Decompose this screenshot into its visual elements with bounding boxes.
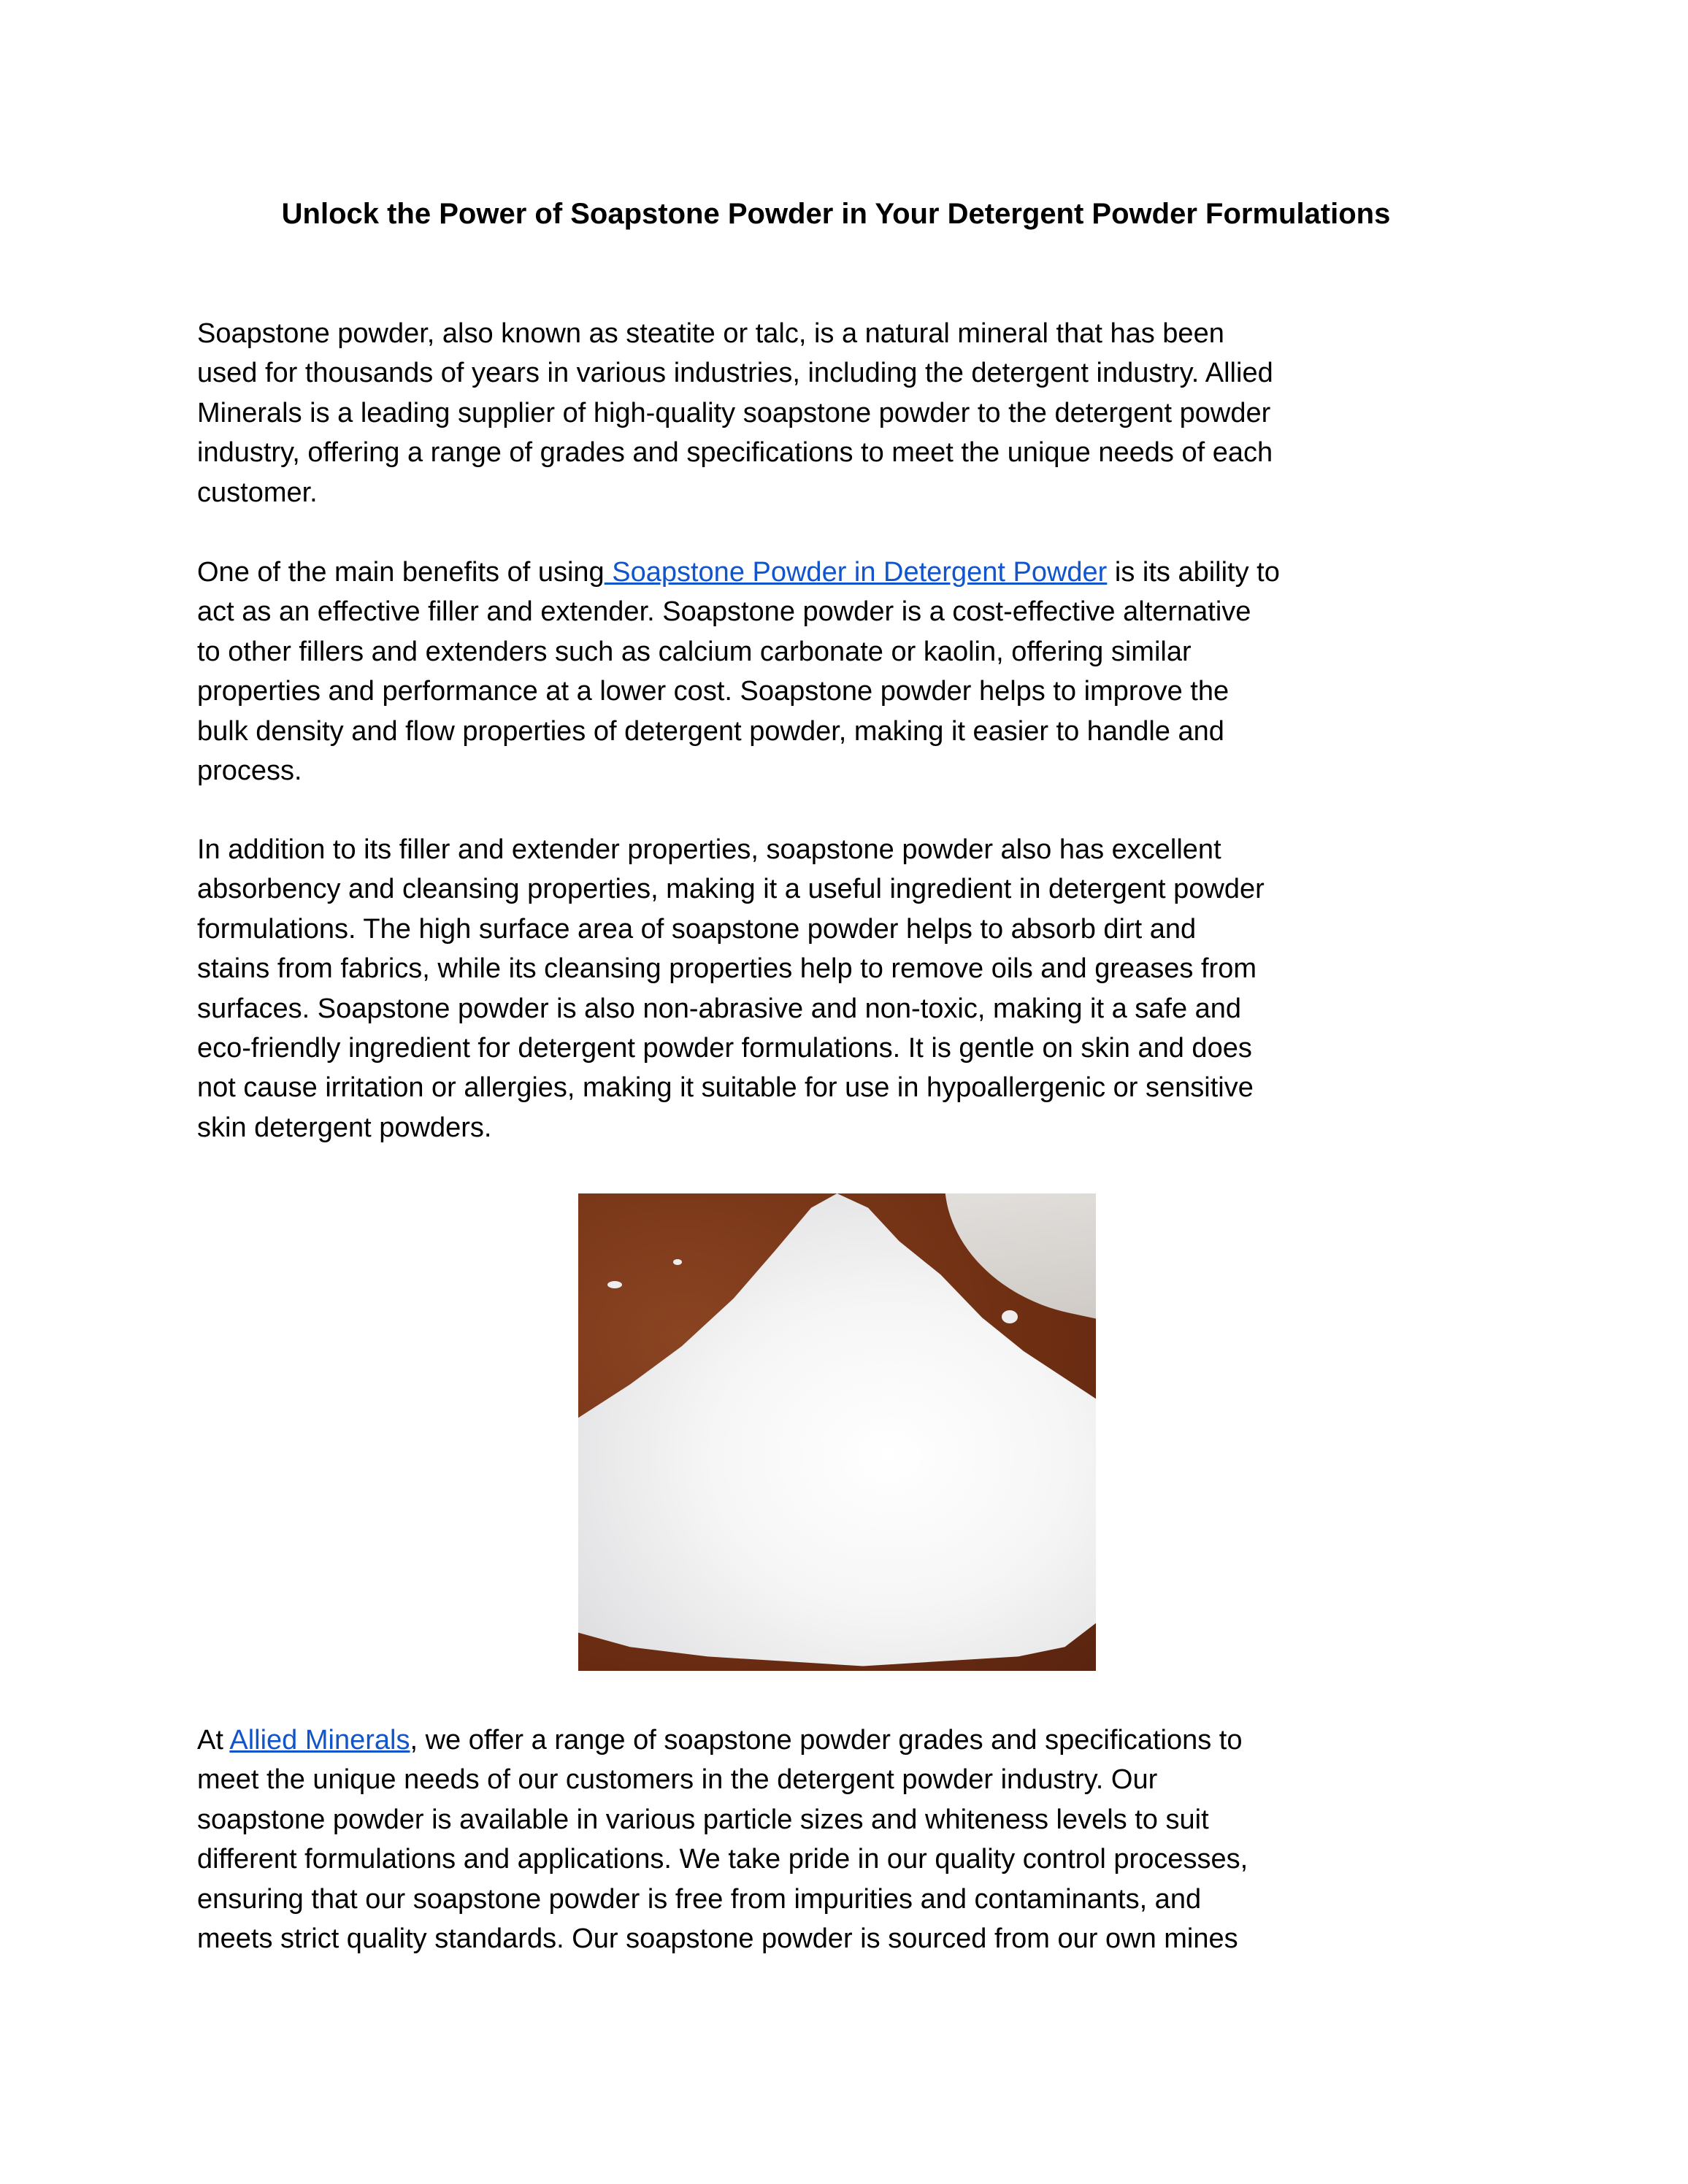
text-line: to other fillers and extenders such as calcium carbonate or kaolin, offering similar <box>197 636 1192 667</box>
text-line: customer. <box>197 477 318 508</box>
powder-speck <box>1002 1310 1018 1323</box>
paragraph-intro <box>197 314 1511 512</box>
text-line: meet the unique needs of our customers in the detergent powder industry. Our <box>197 1764 1158 1796</box>
soapstone-powder-photo <box>578 1193 1096 1671</box>
text-line: used for thousands of years in various industries, including the detergent industry. Allied <box>197 358 1273 389</box>
document-title: Unlock the Power of Soapstone Powder in Your Detergent Powder Formulations <box>281 198 1391 230</box>
text-line: eco-friendly ingredient for detergent powder formulations. It is gentle on skin and does <box>197 1033 1252 1064</box>
paragraph-allied-minerals <box>197 1720 1511 1958</box>
text-line: soapstone powder is available in various particle sizes and whiteness levels to suit <box>197 1804 1209 1835</box>
paragraph-properties <box>197 830 1511 1147</box>
text-line: industry, offering a range of grades and specifications to meet the unique needs of each <box>197 437 1273 469</box>
text-line: process. <box>197 755 302 787</box>
text-line: ensuring that our soapstone powder is free from impurities and contaminants, and <box>197 1883 1202 1915</box>
text-line: not cause irritation or allergies, making it suitable for use in hypoallergenic or sensitive <box>197 1072 1254 1104</box>
inline-link[interactable]: Allied Minerals <box>229 1725 410 1756</box>
powder-speck <box>673 1259 682 1265</box>
text-line: properties and performance at a lower cost. Soapstone powder helps to improve the <box>197 676 1229 707</box>
text-line: act as an effective filler and extender. Soapstone powder is a cost-effective alternative <box>197 596 1251 628</box>
text-line: surfaces. Soapstone powder is also non-abrasive and non-toxic, making it a safe and <box>197 993 1242 1024</box>
text-line: formulations. The high surface area of soapstone powder helps to absorb dirt and <box>197 913 1197 945</box>
text-line: stains from fabrics, while its cleansing properties help to remove oils and greases from <box>197 953 1257 985</box>
text-segment: , we offer a range of soapstone powder grades and specifications to <box>410 1725 1243 1756</box>
text-segment: At <box>197 1725 230 1756</box>
inline-link[interactable]: Soapstone Powder in Detergent Powder <box>604 557 1108 588</box>
text-line: meets strict quality standards. Our soapstone powder is sourced from our own mines <box>197 1923 1238 1955</box>
text-line: different formulations and applications. We take pride in our quality control processes, <box>197 1844 1248 1875</box>
text-line <box>197 553 1511 592</box>
paragraph-benefits <box>197 553 1511 791</box>
text-line <box>197 1720 1511 1760</box>
powder-speck <box>607 1281 622 1288</box>
text-segment: One of the main benefits of using <box>197 557 605 588</box>
text-line: absorbency and cleansing properties, making it a useful ingredient in detergent powder <box>197 874 1265 905</box>
text-line: skin detergent powders. <box>197 1112 492 1143</box>
text-line: Minerals is a leading supplier of high-quality soapstone powder to the detergent powder <box>197 397 1271 428</box>
text-line: In addition to its filler and extender properties, soapstone powder also has excellent <box>197 834 1221 865</box>
text-segment: is its ability to <box>1107 557 1280 588</box>
text-line: bulk density and flow properties of detergent powder, making it easier to handle and <box>197 715 1224 747</box>
text-line: Soapstone powder, also known as steatite or talc, is a natural mineral that has been <box>197 318 1224 349</box>
